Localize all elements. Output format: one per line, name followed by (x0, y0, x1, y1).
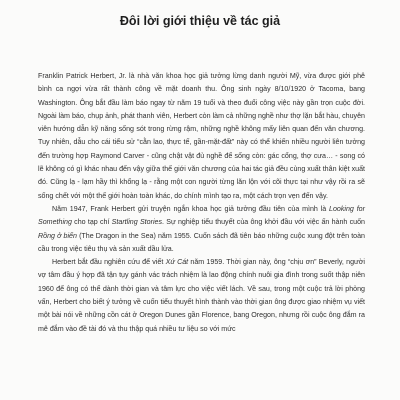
paragraph-text: cho tạp chí (71, 218, 112, 227)
italic-title-text: Looking for Something (38, 204, 365, 227)
italic-title-text: Startling Stories (111, 218, 163, 227)
page-title: Đôi lời giới thiệu về tác giả (119, 14, 281, 28)
paragraph-1 (38, 70, 365, 203)
paragraph-text: (The Dragon in the Sea) năm 1955. Cuốn sách đã tiên báo những cuộc xung đột trên toàn cầu trong việc tiêu thụ và sản xuất dầu lửa. (38, 231, 366, 253)
italic-title-text: Rồng ở biển (38, 231, 77, 240)
paragraph-text: . Sự nghiệp tiểu thuyết của ông khởi đầu với việc ấn hành cuốn (162, 218, 365, 227)
paragraph-3 (38, 256, 365, 336)
paragraph-2 (38, 203, 365, 256)
paragraph-text: Franklin Patrick Herbert, Jr. là nhà văn khoa học giả tưởng lừng danh người Mỹ, vừa được giới phê bình ca ngợi vừa rất thành công về mặt doanh thu. Ông sinh ngày 8/10/1920 ở Tacoma, bang Washington. Ông bắt đầu làm báo ngay từ năm 19 tuổi và theo đuổi công việc này gần trọn cuộc đời. Ngoài làm báo, chụp ảnh, phát thanh viên, Herbert còn làm cả những nghề như thợ lặn bắt hàu, chuyên viên hướng dẫn kỹ năng sống sót trong rừng rậm, những nghề không mấy liên quan đến văn chương. Tuy nhiên, dẫu cho cái tiểu sử “cằn lao, thực tế, gần-mặt-đất” này có thể khiến nhiều người liên tưởng đến trường hợp Raymond Carver - cũng chật vật đủ nghề để sống còn: gác cổng, thợ cưa… - song có lẽ không có gì khác nhau đến vậy giữa thế giới văn chương của hai tác giả đều cùng xuất thân kiệt xuất đó. Cũng lạ - lạm hầy thì khổng lạ - rằng một con người từng lăn lộn với cõi thực tại như vậy rồi ra sẽ sống chết với một thế giới hoàn toàn khác, do chính mình tạo ra, một cách trọn vẹn đến vậy. (38, 72, 365, 200)
paragraph-text: Năm 1947, Frank Herbert gửi truyện ngắn khoa học giả tưởng đầu tiên của mình là (52, 204, 330, 213)
paragraph-text: Herbert bắt đầu nghiên cứu để viết (52, 258, 166, 267)
document-body (38, 70, 365, 336)
italic-title-text: Xứ Cát (165, 258, 189, 267)
paragraph-text: năm 1959. Thời gian này, ông “chịu ơn” Beverly, người vợ tâm đầu ý hợp đã tận tụy gánh vác trách nhiệm là lao động chính nuôi gia đình trong suốt thập niên 1960 để ông có thể dành thời gian và tâm lực cho việc viết lách. Về sau, trong một cuộc trả lời phỏng vấn, Herbert cho biết ý tưởng về cuốn tiểu thuyết hình thành vào thời gian ông được giao nhiệm vụ viết một bài nói về những cồn cát ở Oregon Dunes gần Florence, bang Oregon, nhưng rồi cuộc ông đắm ra mê đắm vào đề tài đó và thu thập quá nhiều tư liệu so với mức (38, 258, 365, 333)
